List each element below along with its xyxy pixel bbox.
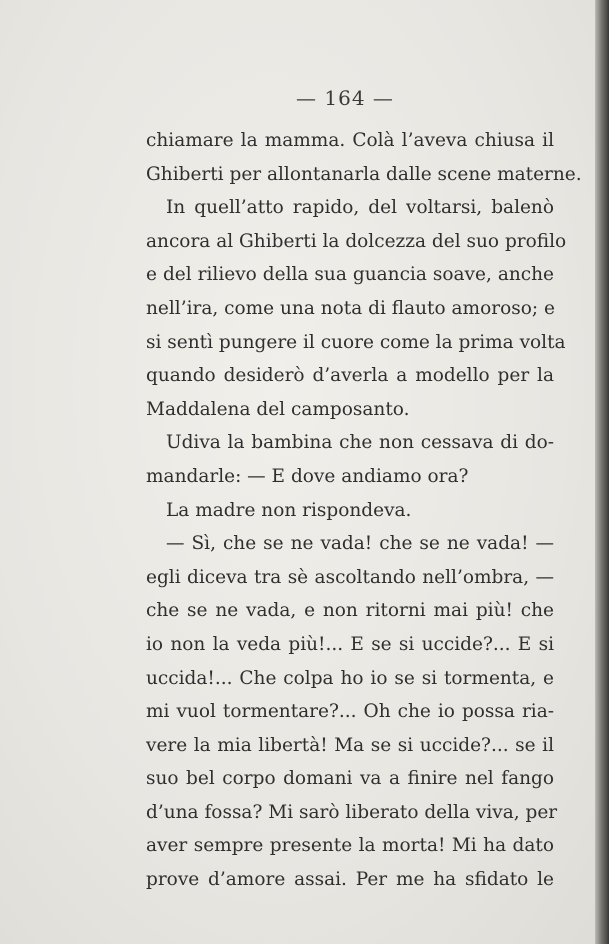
text-line: uccida!... Che colpa ho io se si tormenta, e	[146, 667, 554, 689]
text-line: In quell’atto rapido, del voltarsi, balenò	[166, 197, 554, 219]
text-line: d’una fossa? Mi sarò liberato della viva, per	[146, 801, 558, 823]
text-line: Udiva la bambina che non cessava di do-	[166, 432, 554, 454]
page-number: — 164 —	[296, 86, 394, 110]
text-line: che se ne vada, e non ritorni mai più! che	[146, 600, 554, 622]
text-line: mandarle: — E dove andiamo ora?	[146, 465, 469, 487]
text-line: io non la veda più!... E se si uccide?... E si	[146, 633, 554, 655]
text-line: Ghiberti per allontanarla dalle scene materne.	[146, 163, 582, 185]
text-line: aver sempre presente la morta! Mi ha dato	[146, 835, 554, 857]
text-line: ancora al Ghiberti la dolcezza del suo profilo	[146, 230, 567, 252]
text-line: chiamare la mamma. Colà l’aveva chiusa il	[146, 130, 554, 151]
text-line: prove d’amore assai. Per me ha sfidato le	[146, 869, 554, 891]
text-line: mi vuol tormentare?... Oh che io possa ria-	[146, 701, 554, 723]
text-line: vere la mia libertà! Ma se si uccide?... se il	[146, 734, 554, 756]
text-line: — Sì, che se ne vada! che se ne vada! —	[166, 533, 554, 555]
text-body	[146, 124, 582, 897]
text-line: suo bel corpo domani va a finire nel fango	[146, 768, 554, 790]
text-line: La madre non rispondeva.	[166, 499, 412, 521]
text-line: Maddalena del camposanto.	[146, 398, 410, 420]
text-line: e del rilievo della sua guancia soave, anche	[146, 264, 554, 286]
page-binding-edge	[595, 0, 609, 944]
text-line: nell’ira, come una nota di flauto amoroso; e	[146, 297, 555, 319]
text-line: quando desiderò d’averla a modello per la	[146, 365, 554, 387]
text-line: egli diceva tra sè ascoltando nell’ombra, —	[146, 566, 554, 588]
text-line: si sentì pungere il cuore come la prima volta	[146, 331, 566, 353]
